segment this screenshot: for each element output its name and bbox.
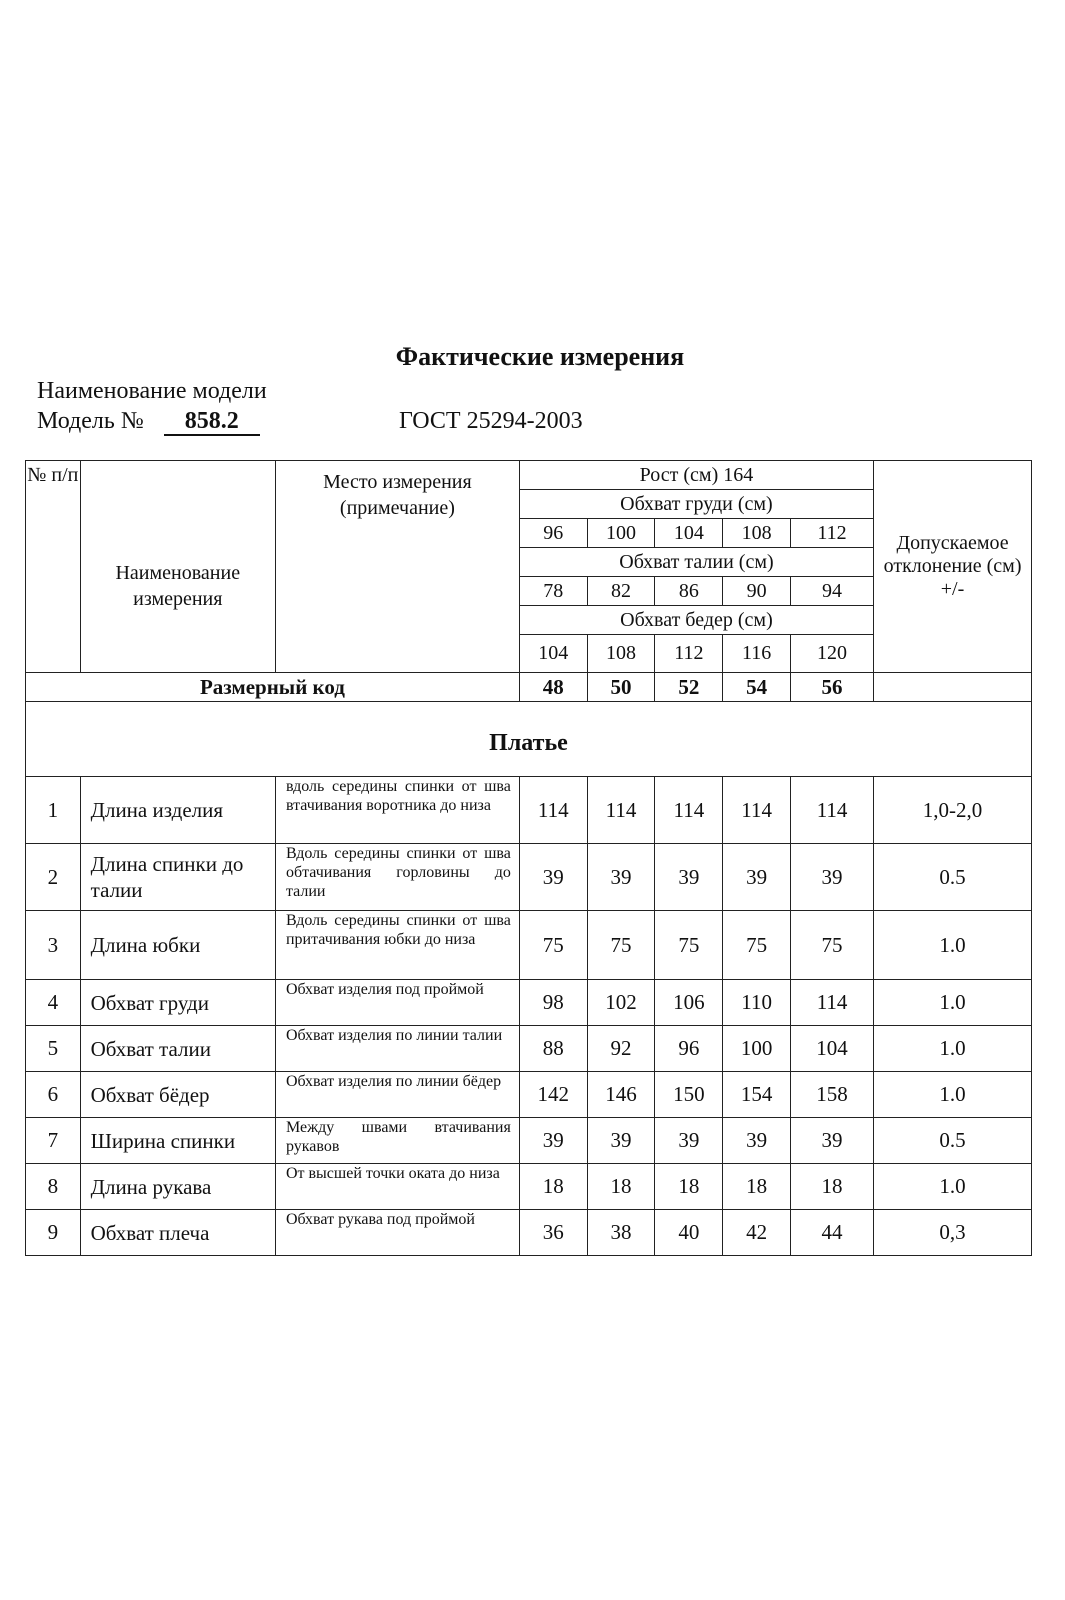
header-no: № п/п xyxy=(26,461,81,673)
row-value: 18 xyxy=(723,1164,791,1210)
row-place: От высшей точки оката до низа xyxy=(275,1164,519,1210)
row-place: Обхват изделия по линии талии xyxy=(275,1026,519,1072)
row-tolerance: 1.0 xyxy=(874,1164,1032,1210)
hips-value: 104 xyxy=(519,635,587,673)
row-value: 75 xyxy=(791,911,874,980)
row-name: Длина рукава xyxy=(80,1164,275,1210)
row-name: Ширина спинки xyxy=(80,1118,275,1164)
row-tolerance: 1,0-2,0 xyxy=(874,777,1032,844)
size-code: 48 xyxy=(519,673,587,702)
row-tolerance: 1.0 xyxy=(874,1072,1032,1118)
hips-value: 108 xyxy=(587,635,655,673)
row-value: 75 xyxy=(519,911,587,980)
header-waist-label: Обхват талии (см) xyxy=(519,548,873,577)
row-value: 142 xyxy=(519,1072,587,1118)
header-hips-label: Обхват бедер (см) xyxy=(519,606,873,635)
row-value: 114 xyxy=(587,777,655,844)
row-tolerance: 1.0 xyxy=(874,911,1032,980)
row-value: 114 xyxy=(723,777,791,844)
row-value: 158 xyxy=(791,1072,874,1118)
row-value: 96 xyxy=(655,1026,723,1072)
row-value: 100 xyxy=(723,1026,791,1072)
bust-value: 100 xyxy=(587,519,655,548)
header-tolerance: Допускаемое отклонение (см) +/- xyxy=(874,461,1032,673)
row-place: Обхват изделия под проймой xyxy=(275,980,519,1026)
row-no: 4 xyxy=(26,980,81,1026)
row-value: 18 xyxy=(791,1164,874,1210)
row-no: 8 xyxy=(26,1164,81,1210)
table-row xyxy=(26,1164,1032,1210)
row-value: 150 xyxy=(655,1072,723,1118)
row-value: 88 xyxy=(519,1026,587,1072)
size-code-label: Размерный код xyxy=(26,673,520,702)
row-place: Обхват рукава под проймой xyxy=(275,1210,519,1256)
row-no: 5 xyxy=(26,1026,81,1072)
row-value: 40 xyxy=(655,1210,723,1256)
table-row xyxy=(26,1072,1032,1118)
row-value: 39 xyxy=(519,844,587,911)
row-no: 3 xyxy=(26,911,81,980)
row-value: 114 xyxy=(519,777,587,844)
table-row xyxy=(26,777,1032,844)
row-tolerance: 1.0 xyxy=(874,980,1032,1026)
row-name: Обхват бёдер xyxy=(80,1072,275,1118)
header-height: Рост (см) 164 xyxy=(519,461,873,490)
gost-standard: ГОСТ 25294-2003 xyxy=(399,408,583,434)
row-value: 39 xyxy=(791,1118,874,1164)
row-value: 39 xyxy=(655,1118,723,1164)
bust-value: 104 xyxy=(655,519,723,548)
bust-value: 108 xyxy=(723,519,791,548)
table-row xyxy=(26,844,1032,911)
row-value: 39 xyxy=(723,1118,791,1164)
row-value: 75 xyxy=(723,911,791,980)
row-name: Обхват талии xyxy=(80,1026,275,1072)
row-tolerance: 1.0 xyxy=(874,1026,1032,1072)
row-name: Обхват груди xyxy=(80,980,275,1026)
measurements-table xyxy=(25,460,1032,1256)
row-value: 114 xyxy=(791,777,874,844)
row-value: 39 xyxy=(791,844,874,911)
row-place: Обхват изделия по линии бёдер xyxy=(275,1072,519,1118)
row-no: 2 xyxy=(26,844,81,911)
row-value: 98 xyxy=(519,980,587,1026)
size-code: 50 xyxy=(587,673,655,702)
row-place: Между швами втачивания рукавов xyxy=(275,1118,519,1164)
table-row xyxy=(26,911,1032,980)
table-row xyxy=(26,980,1032,1026)
row-value: 110 xyxy=(723,980,791,1026)
row-value: 39 xyxy=(723,844,791,911)
table-row xyxy=(26,1210,1032,1256)
row-value: 102 xyxy=(587,980,655,1026)
waist-value: 86 xyxy=(655,577,723,606)
row-value: 39 xyxy=(587,1118,655,1164)
bust-value: 112 xyxy=(791,519,874,548)
row-place: Вдоль середины спинки от шва обтачивания горловины до талии xyxy=(275,844,519,911)
row-value: 39 xyxy=(519,1118,587,1164)
row-value: 39 xyxy=(655,844,723,911)
row-value: 114 xyxy=(655,777,723,844)
waist-value: 90 xyxy=(723,577,791,606)
hips-value: 116 xyxy=(723,635,791,673)
row-name: Обхват плеча xyxy=(80,1210,275,1256)
size-code-empty xyxy=(874,673,1032,702)
waist-value: 94 xyxy=(791,577,874,606)
document-title: Фактические измерения xyxy=(395,342,685,371)
model-name-label: Наименование модели xyxy=(37,378,267,404)
header-bust-label: Обхват груди (см) xyxy=(519,490,873,519)
row-value: 42 xyxy=(723,1210,791,1256)
row-value: 18 xyxy=(519,1164,587,1210)
row-value: 75 xyxy=(587,911,655,980)
size-code: 54 xyxy=(723,673,791,702)
row-tolerance: 0.5 xyxy=(874,844,1032,911)
model-number-label: Модель № xyxy=(37,408,144,434)
header-measure-name: Наименование измерения xyxy=(80,461,275,673)
row-place: Вдоль середины спинки от шва притачивания юбки до низа xyxy=(275,911,519,980)
waist-value: 78 xyxy=(519,577,587,606)
row-name: Длина спинки до талии xyxy=(80,844,275,911)
row-place: вдоль середины спинки от шва втачивания воротника до низа xyxy=(275,777,519,844)
row-value: 106 xyxy=(655,980,723,1026)
size-code: 56 xyxy=(791,673,874,702)
row-value: 146 xyxy=(587,1072,655,1118)
row-value: 104 xyxy=(791,1026,874,1072)
row-value: 114 xyxy=(791,980,874,1026)
row-no: 7 xyxy=(26,1118,81,1164)
header-measure-place: Место измерения (примечание) xyxy=(275,461,519,673)
table-row xyxy=(26,1026,1032,1072)
waist-value: 82 xyxy=(587,577,655,606)
row-value: 44 xyxy=(791,1210,874,1256)
row-value: 18 xyxy=(655,1164,723,1210)
row-value: 75 xyxy=(655,911,723,980)
row-tolerance: 0,3 xyxy=(874,1210,1032,1256)
row-no: 6 xyxy=(26,1072,81,1118)
table-row xyxy=(26,1118,1032,1164)
row-no: 9 xyxy=(26,1210,81,1256)
row-value: 38 xyxy=(587,1210,655,1256)
row-value: 18 xyxy=(587,1164,655,1210)
model-number-value: 858.2 xyxy=(164,408,260,436)
row-value: 39 xyxy=(587,844,655,911)
section-title: Платье xyxy=(26,702,1032,777)
hips-value: 120 xyxy=(791,635,874,673)
row-value: 154 xyxy=(723,1072,791,1118)
hips-value: 112 xyxy=(655,635,723,673)
size-code: 52 xyxy=(655,673,723,702)
bust-value: 96 xyxy=(519,519,587,548)
row-no: 1 xyxy=(26,777,81,844)
row-name: Длина юбки xyxy=(80,911,275,980)
model-number-line xyxy=(37,408,737,436)
row-value: 92 xyxy=(587,1026,655,1072)
row-name: Длина изделия xyxy=(80,777,275,844)
row-value: 36 xyxy=(519,1210,587,1256)
row-tolerance: 0.5 xyxy=(874,1118,1032,1164)
